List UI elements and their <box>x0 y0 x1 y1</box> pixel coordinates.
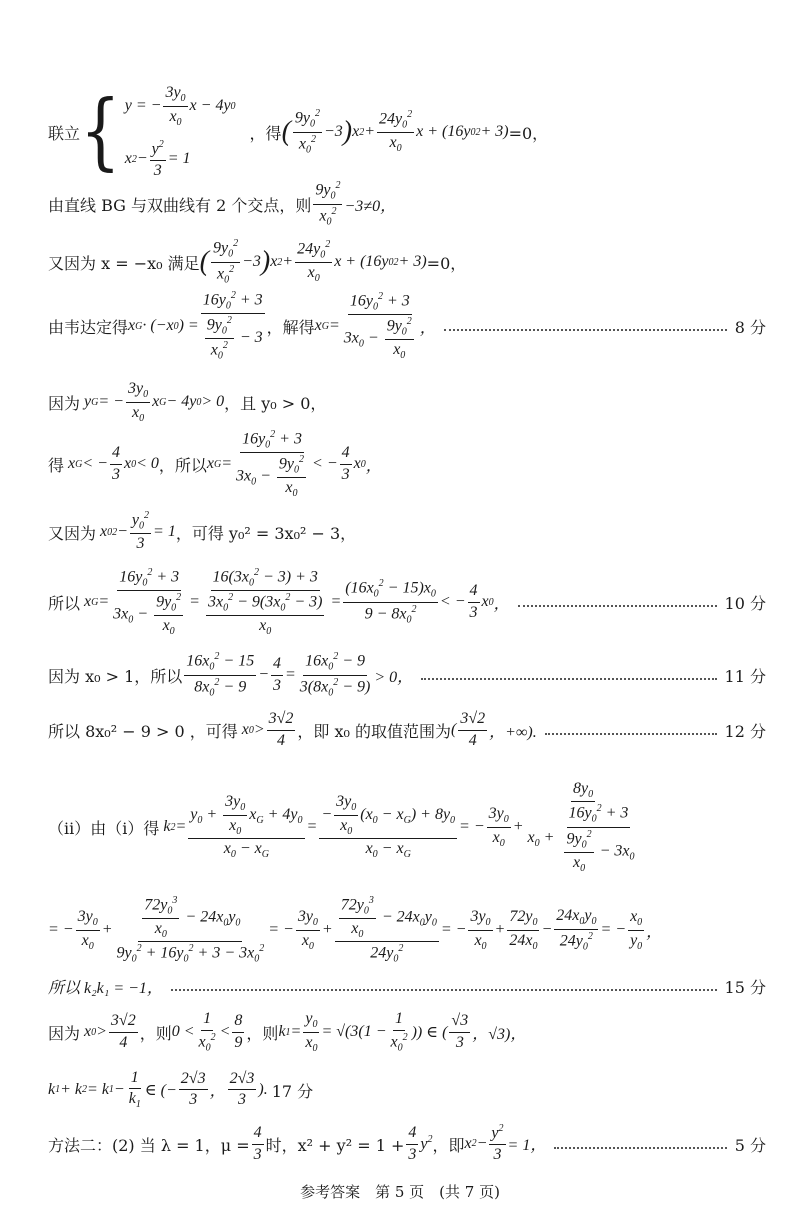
text-eq-zero-2: =0， <box>426 253 467 273</box>
text-also-2: 又因为 <box>48 523 97 543</box>
text-so-2: 所以 <box>48 593 81 613</box>
score-10: 10 分 <box>724 593 766 613</box>
text-eq-zero: =0， <box>508 123 549 143</box>
score-15: 15 分 <box>724 977 766 997</box>
text-neq: −3≠0， <box>344 197 397 215</box>
text-lianli: 联立 <box>48 123 81 143</box>
line-yg: 因为 y G = − $\frac{3y_0}{x_0}$ x G − 4y 0 > 0 ，且 y₀ > 0， <box>48 379 327 424</box>
dotted-leader-4 <box>545 733 717 735</box>
score-8: 8 分 <box>734 317 766 337</box>
text-namely: ，即 <box>432 1135 465 1155</box>
text-so-3: 所以 8x₀² − 9 > 0 ，可得 <box>48 721 238 741</box>
text-because-2: 因为 x₀ > 1，所以 <box>48 666 183 686</box>
score-12: 12 分 <box>724 721 766 741</box>
line-k-sum: k 1 + k 2 = k 1 − $\frac{1}{k_1}$ ∈ (− $\frac{2√3}{3}$ ， $\frac{2√3}{3}$ ). 17 分 <box>48 1068 314 1111</box>
text-vieta: 由韦达定得 <box>48 317 129 337</box>
line-range: 所以 8x₀² − 9 > 0 ，可得 x 0 > $\frac{3√2}{4}$ ，即 x₀ 的取值范围为 ( $\frac{3√2}{4}$ ，+∞). 12 分 <box>48 710 766 749</box>
text-solve: ，解得 <box>266 317 315 337</box>
text-when: 时，x² + y² = 1 + <box>265 1135 405 1155</box>
dotted-leader-3 <box>421 678 716 680</box>
line-positive: 因为 x₀ > 1，所以 $\frac{16x_0^2 - 15}{8x_0^2 - 9}$ − $\frac{4}{3}$ = $\frac{16x_0^2 - 9}{3(8x_0^2 - 9)}$ > 0， 11 分 <box>48 651 766 699</box>
line-k2: （ⅱ）由（ⅰ）得 k 2 = $y_0$ + $\frac{3y_0}{x_0}$ $x_G + 4y_0$ $x_0 - x_G$ = − $\frac{3y_0}{x_0}$ $(x_0 - x_G) + 8y_0$ $x_0 - x_G$ = − $\frac{3y_0}{x_0}$ + $8y_0$ $x_0$ + $16y_0^2 + 3$ $\frac{9y_0^2}{x_0}$ − $3x_0$ <box>48 779 635 874</box>
text-because-3: 因为 <box>48 1023 81 1043</box>
text-because: 因为 <box>48 393 81 413</box>
line-k1-range: 因为 x 0 > $\frac{3√2}{4}$ ，则 0 < $\frac{1}{x_0^2}$ < $\frac{8}{9}$ ，则 k 1 = $\frac{y_0}{x_0}$ = √(3(1 − $\frac{1}{x_0^2}$ )) ∈ ( $\frac{√3}{3}$ ，√3)， <box>48 1009 527 1054</box>
text-so: ，所以 <box>158 455 207 475</box>
line-x-satisfies: 又因为 x = −x₀ 满足 ( $\frac{9y_0^2}{x_0^2}$ −3 ) x 2 + $\frac{24y_0^2}{x_0}$ x + (16y 0 2 + 3) =0， <box>48 238 467 286</box>
line-hyperbola-point: 又因为 x 0 2 − $\frac{y_0^2}{3}$ = 1 ，可得 y₀² = 3x₀² − 3， <box>48 510 357 553</box>
text-part-ii: （ⅱ）由（ⅰ）得 <box>48 818 160 838</box>
line-k1k2 <box>48 972 766 1000</box>
score-11: 11 分 <box>724 666 766 686</box>
dotted-leader <box>444 329 727 331</box>
text-range: ，即 x₀ 的取值范围为 <box>297 721 452 741</box>
text-bg: 由直线 BG 与双曲线有 2 个交点，则 <box>48 195 312 215</box>
line-method-two: 方法二：(2) 当 λ = 1，μ = $\frac{4}{3}$ 时，x² + y² = 1 + $\frac{4}{3}$ $y^2$ ，即 x 2 − $\frac{y^2}{3}$ = 1， 5 分 <box>48 1123 766 1164</box>
dotted-leader-2 <box>518 605 717 607</box>
line-bg-intersections: 由直线 BG 与双曲线有 2 个交点，则 $\frac{9y_0^2}{x_0^2}$ −3≠0， <box>48 180 397 228</box>
text-can-get: ，可得 y₀² = 3x₀² − 3， <box>175 523 357 543</box>
text-de: ，得 <box>249 123 282 143</box>
text-then-2: ，则 <box>246 1023 279 1043</box>
line-vieta: 由韦达定得 x G · (−x 0 ) = $16y_0^2 + 3$ $\frac{9y_0^2}{x_0^2}$ − 3 ，解得 x G = $16y_0^2 + 3$ $3x_0$ − $\frac{9y_0^2}{x_0}$ ， 8 分 <box>48 289 766 362</box>
equation-system: y = − $\frac{3y_0}{x_0}$ x − 4y 0 x 2 − $\frac{y^2}{3}$ = 1 <box>124 84 236 179</box>
text-get: 得 <box>48 455 65 475</box>
text-and: ，且 y₀ > 0， <box>224 393 327 413</box>
score-5: 5 分 <box>734 1135 766 1155</box>
score-17: 17 分 <box>271 1081 314 1101</box>
line-xg-expression: 所以 x G = $16y_0^2 + 3$ $3x_0$ − $\frac{9y_0^2}{x_0}$ = $\frac{16(3x_0^2 - 3) + 3}{\frac{3x_0^2 - 9(3x_0^2 - 3)}{x_0}}$ = $\frac{(16x_0^2 - 15)x_0}{9 - 8x_0^2}$ < − $\frac{4}{3}$ x 0 ， 10 分 <box>48 566 766 637</box>
line-xg-bound: 得 x G < − $\frac{4}{3}$ x 0 < 0 ，所以 x G = $16y_0^2 + 3$ $3x_0$ − $\frac{9y_0^2}{x_0}$ < − $\frac{4}{3}$ x 0 ， <box>48 428 382 499</box>
page-footer: 参考答案 第 5 页 (共 7 页) <box>300 1183 500 1201</box>
text-also: 又因为 x = −x₀ 满足 <box>48 253 200 273</box>
line-system: 联立 { y = − $\frac{3y_0}{x_0}$ x − 4y 0 x 2 − $\frac{y^2}{3}$ = 1 ，得 ( $\frac{9y_0^2}{x_0^2}$ −3 ) x 2 + $\frac{24y_0^2}{x_0}$ x + (16y 0 2 + 3) =0， <box>48 83 549 181</box>
brace-symbol: { <box>80 83 121 181</box>
text-k2k1: 所以 k₂k₁ = −1， <box>48 979 163 997</box>
dotted-leader-5 <box>171 989 717 991</box>
dotted-leader-6 <box>554 1147 726 1149</box>
text-then: ，则 <box>139 1023 172 1043</box>
text-method-two: 方法二：(2) 当 λ = 1，μ = <box>48 1135 250 1155</box>
line-k2-simplify: = − $\frac{3y_0}{x_0}$ + $\frac{72y_0^3}{x_0}$ − $24x_0y_0$ $9y_0^2 + 16y_0^2 + 3 - 3x_0^2$ = − $\frac{3y_0}{x_0}$ + $\frac{72y_0^3}{x_0}$ − $24x_0y_0$ $24y_0^2$ = − $\frac{3y_0}{x_0}$ + $\frac{72y_0}{24x_0}$ − $\frac{24x_0y_0}{24y_0^2}$ = − $\frac{x_0}{y_0}$ ， <box>48 894 663 965</box>
